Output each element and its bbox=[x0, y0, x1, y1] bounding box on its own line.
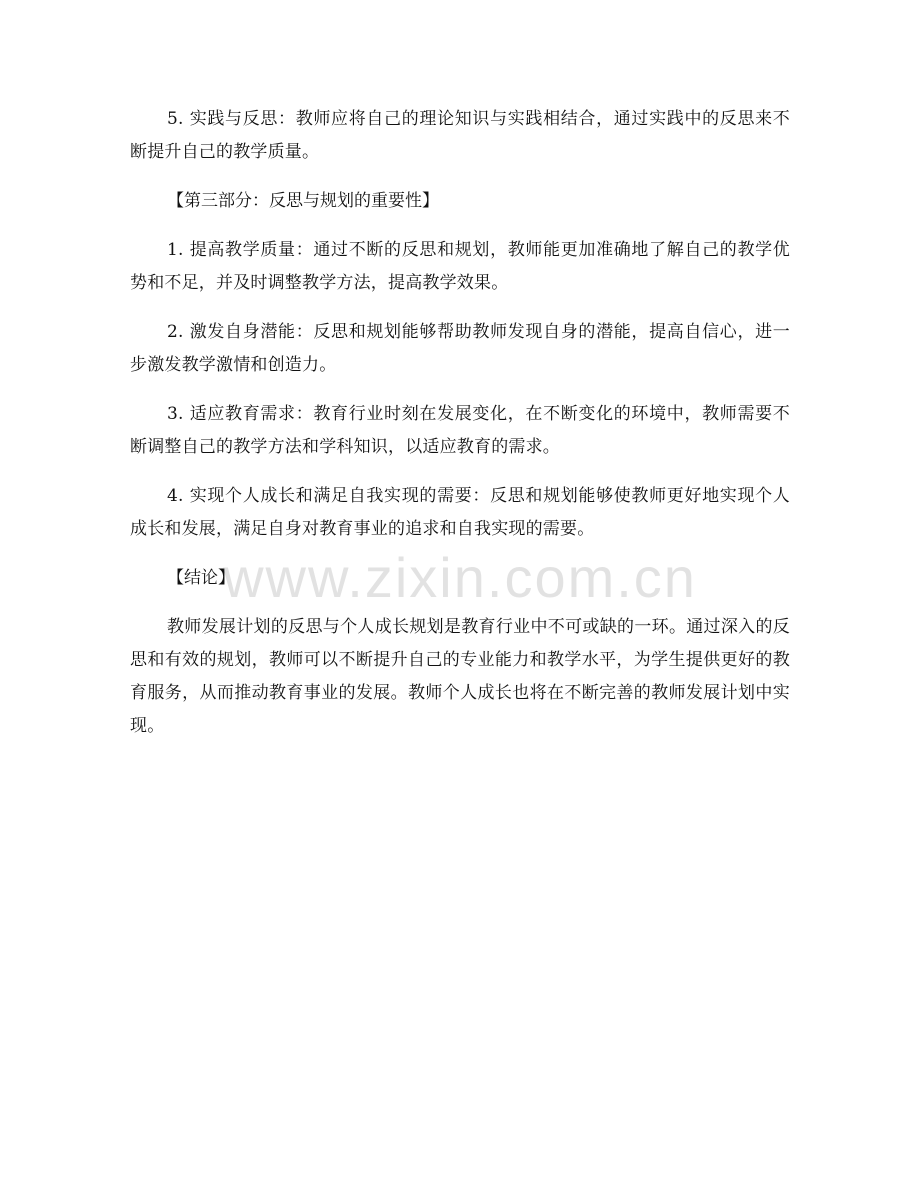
list-item-teaching-quality: 1. 提高教学质量：通过不断的反思和规划，教师能更加准确地了解自己的教学优势和不足，并及时调整教学方法，提高教学效果。 bbox=[130, 240, 790, 293]
list-item-education-needs: 3. 适应教育需求：教育行业时刻在发展变化，在不断变化的环境中，教师需要不断调整自己的教学方法和学科知识，以适应教育的需求。 bbox=[130, 404, 790, 457]
list-item-personal-growth: 4. 实现个人成长和满足自我实现的需要：反思和规划能够使教师更好地实现个人成长和发展，满足自身对教育事业的追求和自我实现的需要。 bbox=[130, 486, 790, 539]
document-body bbox=[130, 103, 790, 759]
watermark-text: www.zixin.com.cn bbox=[223, 546, 697, 609]
list-item-practice-reflection: 5. 实践与反思：教师应将自己的理论知识与实践相结合，通过实践中的反思来不断提升自己的教学质量。 bbox=[130, 109, 790, 162]
section-heading-importance: 【第三部分：反思与规划的重要性】 bbox=[167, 191, 439, 211]
section-heading-conclusion: 【结论】 bbox=[167, 568, 235, 588]
list-item-potential: 2. 激发自身潜能：反思和规划能够帮助教师发现自身的潜能，提高自信心，进一步激发教学激情和创造力。 bbox=[130, 322, 790, 375]
conclusion-paragraph: 教师发展计划的反思与个人成长规划是教育行业中不可或缺的一环。通过深入的反思和有效的规划，教师可以不断提升自己的专业能力和教学水平，为学生提供更好的教育服务，从而推动教育事业的发展。教师个人成长也将在不断完善的教师发展计划中实现。 bbox=[130, 617, 790, 736]
